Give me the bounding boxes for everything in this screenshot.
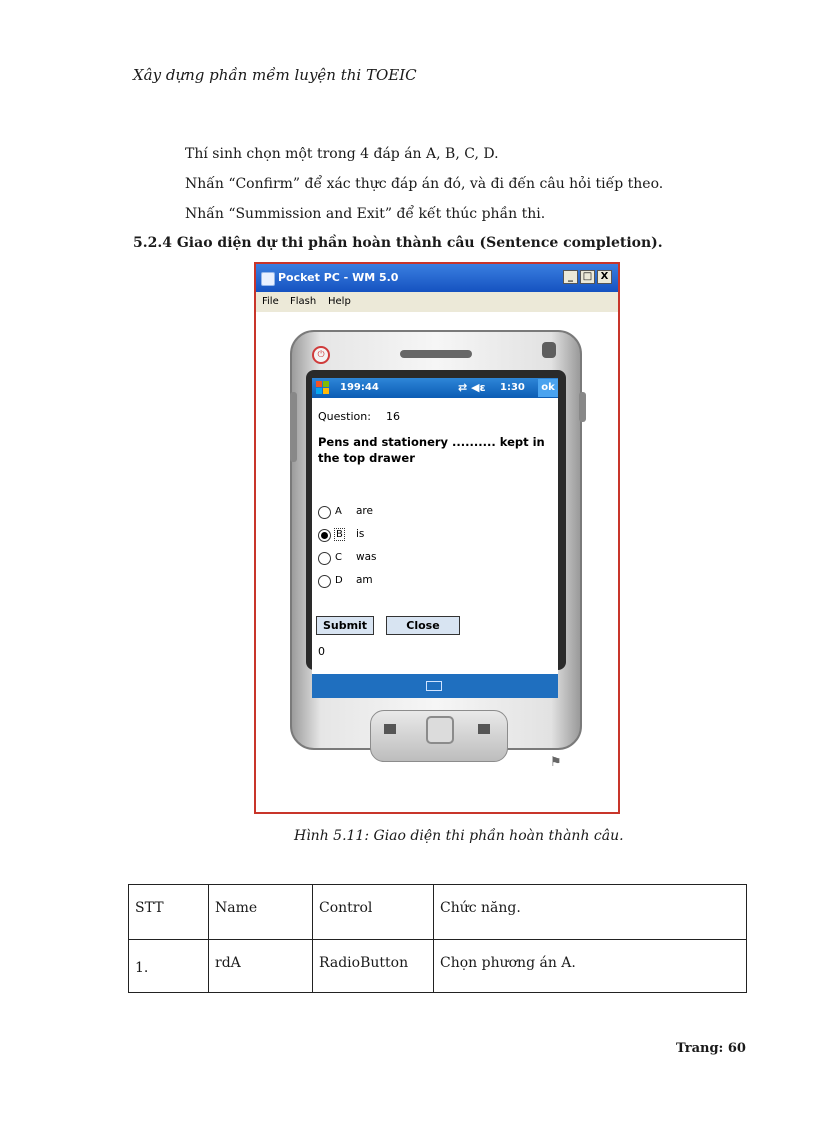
- device-status-bar: [312, 378, 558, 398]
- ok-button[interactable]: ok: [538, 379, 558, 397]
- menu-help[interactable]: Help: [328, 296, 351, 307]
- clock: 1:30: [500, 382, 525, 393]
- submit-button[interactable]: Submit: [316, 616, 374, 635]
- menu-file[interactable]: File: [262, 296, 279, 307]
- question-text: Pens and stationery .......... kept in the top drawer: [318, 435, 545, 465]
- side-button-left: [290, 392, 297, 462]
- maximize-button[interactable]: □: [580, 270, 595, 284]
- emulator-titlebar: [256, 264, 618, 292]
- figure-caption: Hình 5.11: Giao diện thi phần hoàn thành câu.: [294, 828, 624, 844]
- right-softkey-icon[interactable]: [478, 724, 490, 734]
- document-header-title: Xây dựng phần mềm luyện thi TOEIC: [133, 66, 417, 84]
- question-label: Question:: [318, 410, 371, 423]
- question-number: 16: [386, 410, 400, 423]
- option-d-letter: D: [335, 575, 343, 586]
- app-icon: [261, 272, 275, 286]
- table-cell: 1.: [129, 940, 209, 993]
- option-a-text: are: [356, 505, 373, 517]
- option-b-text: is: [356, 528, 365, 540]
- radio-d[interactable]: [318, 575, 331, 588]
- connectivity-volume-icons[interactable]: ⇄ ◀ε: [458, 381, 486, 394]
- close-button[interactable]: Close: [386, 616, 460, 635]
- instruction-line-3: Nhấn “Summission and Exit” để kết thúc phần thi.: [185, 206, 546, 222]
- emulator-screenshot: [254, 262, 620, 814]
- table-cell: rdA: [209, 940, 313, 993]
- minimize-button[interactable]: _: [563, 270, 578, 284]
- section-heading: 5.2.4 Giao diện dự thi phần hoàn thành câu (Sentence completion).: [133, 235, 663, 251]
- table-cell: RadioButton: [313, 940, 434, 993]
- side-button-right: [579, 392, 586, 422]
- radio-b[interactable]: [318, 529, 331, 542]
- emulator-menubar: [256, 292, 618, 312]
- table-row: [129, 940, 747, 993]
- table-cell: Chọn phương án A.: [434, 940, 747, 993]
- close-window-button[interactable]: X: [597, 270, 612, 284]
- keyboard-icon[interactable]: [426, 681, 442, 691]
- score-value: 0: [318, 645, 325, 658]
- table-header-cell: STT: [129, 885, 209, 940]
- instruction-line-2: Nhấn “Confirm” để xác thực đáp án đó, và đi đến câu hỏi tiếp theo.: [185, 176, 664, 192]
- radio-c[interactable]: [318, 552, 331, 565]
- windows-logo-icon: ⚑: [550, 755, 562, 770]
- device-screen: [312, 378, 558, 698]
- option-b-letter: B: [336, 529, 343, 540]
- device-top-button[interactable]: [542, 342, 556, 358]
- instruction-line-1: Thí sinh chọn một trong 4 đáp án A, B, C, D.: [185, 146, 499, 162]
- option-c-text: was: [356, 551, 377, 563]
- countdown-timer: 199:44: [340, 382, 379, 393]
- option-a-letter: A: [335, 506, 342, 517]
- table-header-cell: Chức năng.: [434, 885, 747, 940]
- page-number: Trang: 60: [676, 1041, 746, 1056]
- table-header-cell: Control: [313, 885, 434, 940]
- power-icon[interactable]: ⏻: [312, 346, 330, 364]
- menu-flash[interactable]: Flash: [290, 296, 317, 307]
- radio-a[interactable]: [318, 506, 331, 519]
- table-header-cell: Name: [209, 885, 313, 940]
- option-c-letter: C: [335, 552, 342, 563]
- windows-start-icon[interactable]: [316, 381, 330, 395]
- left-softkey-icon[interactable]: [384, 724, 396, 734]
- input-panel-bar: [312, 674, 558, 698]
- option-d-text: am: [356, 574, 373, 586]
- table-header-row: [129, 885, 747, 940]
- speaker-grille: [400, 350, 472, 358]
- dpad-button[interactable]: [426, 716, 454, 744]
- controls-table: [128, 884, 747, 993]
- window-title: Pocket PC - WM 5.0: [278, 271, 399, 284]
